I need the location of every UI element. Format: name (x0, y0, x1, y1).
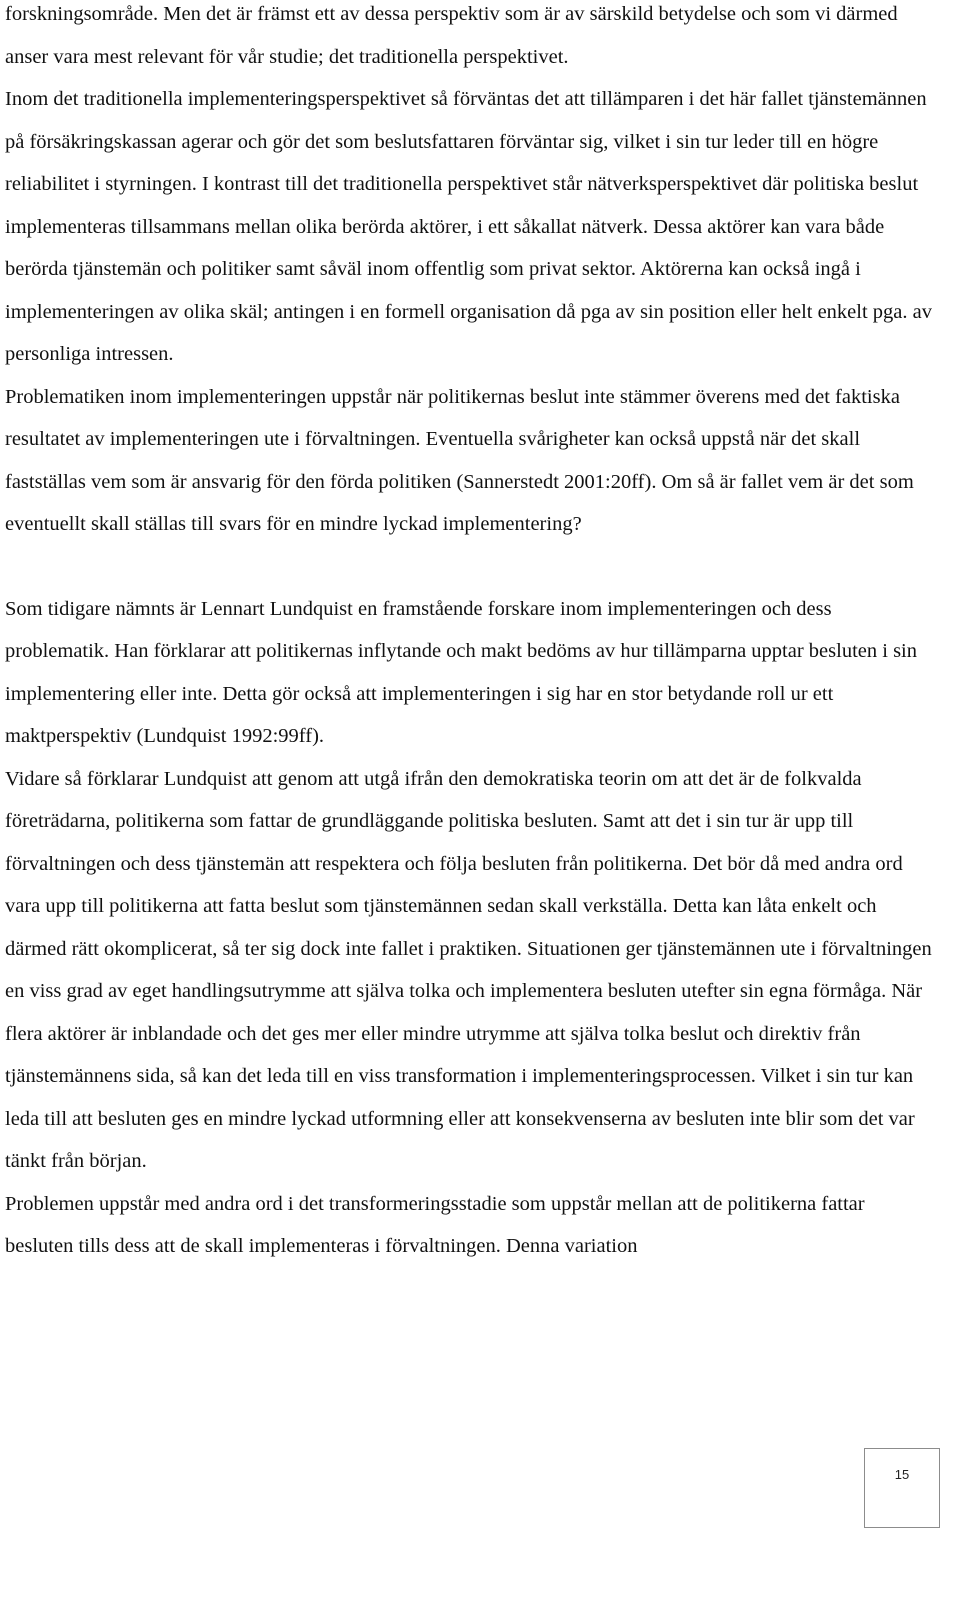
paragraph-2: Inom det traditionella implementeringsperspektivet så förväntas det att tillämparen i det här fallet tjänstemännen på försäkringskassan agerar och gör det som beslutsfattaren förväntar sig, vilket i sin tur leder till en högre reliabilitet i styrningen. I kontrast till det traditionella perspektivet står nätverksperspektivet där politiska beslut implementeras tillsammans mellan olika berörda aktörer, i ett såkallat nätverk. Dessa aktörer kan vara både berörda tjänstemän och politiker samt såväl inom offentlig som privat sektor. Aktörerna kan också ingå i implementeringen av olika skäl; antingen i en formell organisation då pga av sin position eller helt enkelt pga. av personliga intressen. (5, 88, 932, 365)
paragraph-1: forskningsområde. Men det är främst ett av dessa perspektiv som är av särskild betydelse och som vi därmed anser vara mest relevant för vår studie; det traditionella perspektivet. (5, 3, 898, 68)
paragraph-3: Problematiken inom implementeringen uppstår när politikernas beslut inte stämmer överens med det faktiska resultatet av implementeringen ute i förvaltningen. Eventuella svårigheter kan också uppstå när det skall fastställas vem som är ansvarig för den förda politiken (Sannerstedt 2001:20ff). Om så är fallet vem är det som eventuellt skall ställas till svars för en mindre lyckad implementering? (5, 385, 914, 535)
paragraph-5: Vidare så förklarar Lundquist att genom att utgå ifrån den demokratiska teorin om att det är de folkvalda företrädarna, politikerna som fattar de grundläggande politiska besluten. Samt att det i sin tur är upp till förvaltningen och dess tjänstemän att respektera och följa besluten från politikerna. Det bör då med andra ord vara upp till politikerna att fatta beslut som tjänstemännen sedan skall verkställa. Detta kan låta enkelt och därmed rätt okomplicerat, så ter sig dock inte fallet i praktiken. Situationen ger tjänstemännen ute i förvaltningen en viss grad av eget handlingsutrymme att själva tolka och implementera besluten utefter sin egna förmåga. När flera aktörer är inblandade och det ges mer eller mindre utrymme att själva tolka beslut och direktiv från tjänstemännens sida, så kan det leda till en viss transformation i implementeringsprocessen. Vilket i sin tur kan leda till att besluten ges en mindre lyckad utformning eller att konsekvenserna av besluten inte blir som det var tänkt från början. (5, 767, 932, 1172)
page-number: 15 (864, 1448, 940, 1528)
paragraph-6: Problemen uppstår med andra ord i det transformeringsstadie som uppstår mellan att de politikerna fattar besluten tills dess att de skall implementeras i förvaltningen. Denna variation (5, 1192, 865, 1257)
body-text (5, 0, 937, 1268)
paragraph-4: Som tidigare nämnts är Lennart Lundquist en framstående forskare inom implementeringen och dess problematik. Han förklarar att politikernas inflytande och makt bedöms av hur tillämparna upptar besluten i sin implementering eller inte. Detta gör också att implementeringen i sig har en stor betydande roll ur ett maktperspektiv (Lundquist 1992:99ff). (5, 597, 917, 747)
